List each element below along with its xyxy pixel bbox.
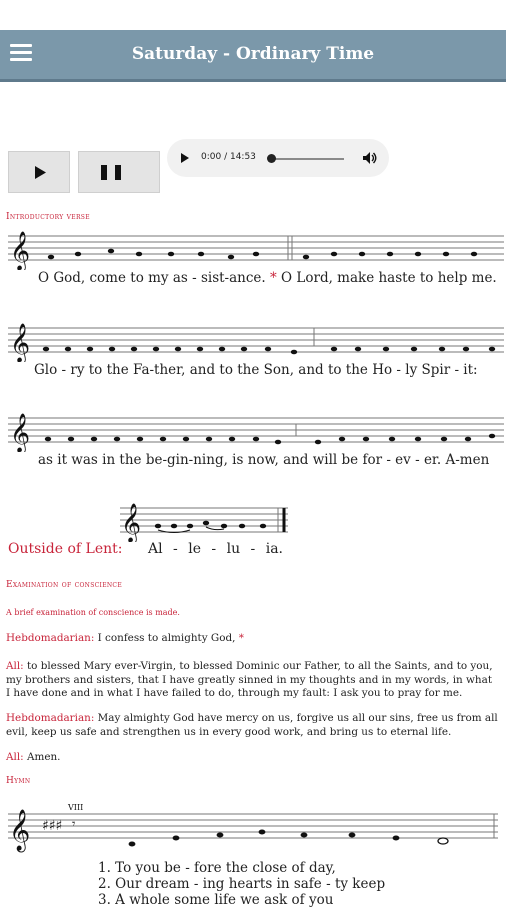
section-heading-hymn: Hymn bbox=[6, 776, 31, 786]
music-staff-1 bbox=[6, 224, 506, 270]
app-header bbox=[0, 30, 506, 82]
music-staff-hymn bbox=[6, 800, 506, 858]
audio-play-icon[interactable] bbox=[180, 152, 190, 164]
music-staff-alleluia bbox=[118, 496, 292, 542]
volume-icon[interactable] bbox=[362, 151, 378, 165]
audio-seek-track[interactable] bbox=[270, 158, 344, 160]
verse-3-lyrics: as it was in the be-gin-ning, is now, and will be for - ev - er. A-men bbox=[38, 452, 490, 468]
examination-rubric: A brief examination of conscience is made. bbox=[6, 608, 180, 617]
svg-text:𝄾: 𝄾 bbox=[72, 817, 76, 832]
verse-2-lyrics: Glo - ry to the Fa-ther, and to the Son, and to the Ho - ly Spir - it: bbox=[34, 362, 478, 378]
audio-player bbox=[167, 139, 389, 177]
svg-text:𝄞: 𝄞 bbox=[10, 231, 31, 270]
status-area bbox=[0, 0, 506, 30]
music-staff-2 bbox=[6, 316, 506, 362]
all-confession: All: to blessed Mary ever-Virgin, to blessed Dominic our Father, to all the Saints, and to you, my brothers and sisters, that I have greatly sinned in my thoughts and in my words, in what I have done and in what I have failed to do, through my fault: I ask you to pray for me. bbox=[6, 660, 493, 699]
section-heading-introductory-verse: Introductory verse bbox=[6, 212, 90, 222]
hymn-verse-1: 1. To you be - fore the close of day, bbox=[98, 860, 336, 876]
svg-text:𝄞: 𝄞 bbox=[10, 323, 31, 362]
hymn-verse-3: 3. A whole some life we ask of you bbox=[98, 892, 334, 908]
outside-lent-label: Outside of Lent: bbox=[8, 541, 123, 557]
hymn-mode-label: VIII bbox=[68, 803, 84, 812]
play-button[interactable] bbox=[8, 151, 70, 193]
page-title: Saturday - Ordinary Time bbox=[131, 44, 375, 64]
audio-seek-handle[interactable] bbox=[267, 154, 276, 163]
svg-text:𝄞: 𝄞 bbox=[121, 503, 142, 542]
hymn-verse-2: 2. Our dream - ing hearts in safe - ty keep bbox=[98, 876, 386, 892]
verse-1-lyrics: O God, come to my as - sist-ance. * O Lord, make haste to help me. bbox=[38, 270, 497, 286]
music-staff-3 bbox=[6, 406, 506, 452]
section-heading-examination: Examination of conscience bbox=[6, 580, 123, 590]
audio-time: 0:00 / 14:53 bbox=[201, 152, 256, 162]
pause-button[interactable] bbox=[78, 151, 160, 193]
svg-text:♯♯♯: ♯♯♯ bbox=[42, 818, 63, 834]
svg-text:𝄞: 𝄞 bbox=[9, 810, 31, 851]
hebdomadarian-absolution: Hebdomadarian: May almighty God have mercy on us, forgive us all our sins, free us from all evil, keep us safe and strengthen us in every good work, and bring us to eternal life. bbox=[6, 712, 498, 738]
play-icon bbox=[9, 152, 69, 192]
hebdomadarian-confession: Hebdomadarian: I confess to almighty God, * bbox=[6, 632, 244, 644]
alleluia-lyrics: Al - le - lu - ia. bbox=[148, 541, 284, 557]
all-amen: All: Amen. bbox=[6, 751, 61, 763]
svg-text:𝄞: 𝄞 bbox=[10, 413, 31, 452]
pause-icon bbox=[79, 152, 159, 192]
